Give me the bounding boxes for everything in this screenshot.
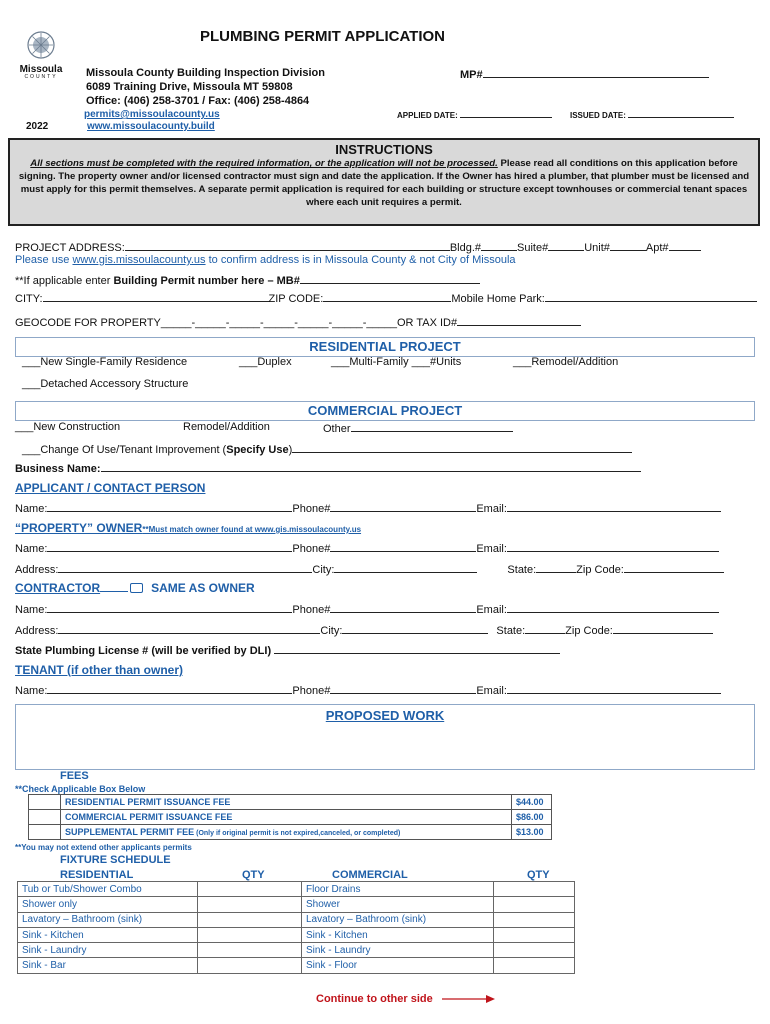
contractor-zip-input[interactable]	[613, 623, 713, 634]
commercial-section-box	[15, 401, 755, 421]
owner-state-input[interactable]	[536, 562, 576, 573]
res-multi-family[interactable]: ___Multi-Family ___#Units	[331, 356, 462, 368]
owner-address-row: Address: City: State: Zip Code:	[15, 562, 724, 576]
fixture-com-label: Lavatory – Bathroom (sink)	[302, 912, 494, 927]
mobile-home-label: Mobile Home Park:	[451, 293, 545, 305]
fixture-com-header: COMMERCIAL	[332, 869, 408, 881]
fixture-com-qty[interactable]	[494, 882, 575, 897]
unit-label: Unit#	[584, 242, 610, 254]
division-address: 6089 Training Drive, Missoula MT 59808	[86, 81, 293, 93]
fixture-res-label: Sink - Kitchen	[18, 927, 198, 942]
tax-id-input[interactable]	[457, 315, 581, 326]
contractor-address-input[interactable]	[58, 623, 320, 634]
fee-amount: $44.00	[512, 795, 552, 810]
applicant-name-input[interactable]	[47, 501, 292, 512]
fee-row-commercial	[29, 810, 552, 825]
contractor-city-input[interactable]	[342, 623, 488, 634]
division-website-link[interactable]: www.missoulacounty.build	[87, 121, 215, 132]
continue-text: Continue to other side	[316, 993, 433, 1005]
applicant-title: APPLICANT / CONTACT PERSON	[15, 481, 206, 495]
fixture-res-label: Sink - Bar	[18, 958, 198, 973]
owner-address-input[interactable]	[58, 562, 312, 573]
com-new-construction[interactable]: ___New Construction	[15, 421, 121, 433]
table-row	[18, 912, 575, 927]
license-input[interactable]	[274, 643, 560, 654]
fee-checkbox-residential[interactable]	[29, 795, 61, 810]
fixture-res-qty[interactable]	[198, 927, 302, 942]
applicant-email-input[interactable]	[507, 501, 721, 512]
contractor-title-row	[15, 581, 255, 595]
owner-city-input[interactable]	[334, 562, 477, 573]
com-other[interactable]: Other	[323, 421, 513, 435]
building-permit-row: **If applicable enter Building Permit number here – MB#	[15, 273, 480, 287]
applicant-row: Name: Phone# Email:	[15, 501, 721, 515]
apt-input[interactable]	[669, 240, 701, 251]
business-name-row	[15, 461, 641, 475]
mp-number-field[interactable]	[460, 67, 709, 81]
tenant-title: TENANT (if other than owner)	[15, 663, 183, 677]
table-row	[18, 882, 575, 897]
city-label: CITY:	[15, 293, 43, 305]
zip-input[interactable]	[323, 291, 451, 302]
continue-note	[316, 993, 496, 1005]
tenant-row: Name: Phone# Email:	[15, 683, 721, 697]
table-row	[18, 927, 575, 942]
res-new-single-family[interactable]: ___New Single-Family Residence	[22, 356, 188, 368]
county-logo	[16, 30, 66, 80]
instructions-text	[10, 157, 758, 209]
owner-name-input[interactable]	[47, 541, 292, 552]
proposed-work-title: PROPOSED WORK	[325, 708, 445, 723]
fixture-res-qty[interactable]	[198, 897, 302, 912]
fee-amount: $86.00	[512, 810, 552, 825]
instructions-body: Please read all conditions on this application before signing. The property owner and/or licensed contractor must sign and date the application. If the Owner has hired a plumber, that plumber must be licensed and must apply for this permit themselves. A separate permit application is required for each building or structure except townhouses or commercial tenant spaces where each unit requires a permit.	[18, 158, 750, 208]
project-address-label: PROJECT ADDRESS:	[15, 242, 125, 254]
unit-input[interactable]	[610, 240, 646, 251]
fee-checkbox-supplemental[interactable]	[29, 825, 61, 840]
fee-label: COMMERCIAL PERMIT ISSUANCE FEE	[61, 810, 512, 825]
mobile-home-input[interactable]	[545, 291, 757, 302]
fee-checkbox-commercial[interactable]	[29, 810, 61, 825]
contractor-address-row: Address: City: State: Zip Code:	[15, 623, 713, 637]
fixture-table	[17, 881, 575, 974]
fixture-schedule-title: FIXTURE SCHEDULE	[60, 854, 171, 866]
fee-amount: $13.00	[512, 825, 552, 840]
fixture-com-label: Shower	[302, 897, 494, 912]
project-address-row	[15, 240, 701, 254]
fixture-com-qty[interactable]	[494, 958, 575, 973]
division-phone: Office: (406) 258-3701 / Fax: (406) 258-4864	[86, 95, 310, 107]
arrow-right-icon	[442, 994, 496, 1004]
commercial-title: COMMERCIAL PROJECT	[307, 403, 463, 418]
bldg-input[interactable]	[481, 240, 517, 251]
fixture-qty-header-res: QTY	[242, 869, 265, 881]
city-input[interactable]	[43, 291, 269, 302]
fixture-res-qty[interactable]	[198, 912, 302, 927]
business-name-label: Business Name:	[15, 463, 101, 475]
suite-input[interactable]	[548, 240, 584, 251]
bldg-label: Bldg.#	[449, 242, 482, 254]
owner-row: Name: Phone# Email:	[15, 541, 719, 555]
geocode-input[interactable]: _____-_____-_____-_____-_____-_____-_____	[160, 317, 397, 329]
fees-footnote: **You may not extend other applicants permits	[15, 843, 192, 852]
res-duplex[interactable]: ___Duplex	[239, 356, 292, 368]
applied-date-label: APPLIED DATE:	[397, 111, 458, 120]
fixture-com-qty[interactable]	[494, 897, 575, 912]
res-detached-accessory[interactable]: ___Detached Accessory Structure	[22, 378, 189, 390]
proposed-work-box[interactable]	[15, 704, 755, 770]
com-change-of-use[interactable]: ___Change Of Use/Tenant Improvement (Specify Use)	[22, 442, 632, 456]
contractor-state-input[interactable]	[525, 623, 565, 634]
building-permit-label: Building Permit number here – MB#	[113, 275, 300, 287]
same-as-owner-label: SAME AS OWNER	[151, 581, 255, 595]
gis-link[interactable]: www.gis.missoulacounty.us	[72, 254, 206, 266]
fixture-res-label: Tub or Tub/Shower Combo	[18, 882, 198, 897]
fees-table	[28, 794, 552, 840]
geocode-label: GEOCODE FOR PROPERTY	[15, 317, 161, 329]
fee-label: RESIDENTIAL PERMIT ISSUANCE FEE	[61, 795, 512, 810]
fixture-com-label: Floor Drains	[302, 882, 494, 897]
fixture-qty-header-com: QTY	[527, 869, 550, 881]
fixture-com-label: Sink - Laundry	[302, 943, 494, 958]
instructions-italic: All sections must be completed with the required information, or the application will not be processed.	[30, 158, 498, 169]
logo-subtext: COUNTY	[24, 74, 58, 80]
tenant-phone-input[interactable]	[330, 683, 476, 694]
county-seal-icon	[26, 30, 56, 60]
owner-note: **Must match owner found at www.gis.missoulacounty.us	[142, 525, 362, 534]
applied-date-field[interactable]	[397, 110, 552, 120]
fees-title: FEES	[60, 770, 89, 782]
fee-row-residential	[29, 795, 552, 810]
logo-text: Missoula	[19, 64, 63, 75]
instructions-title: INSTRUCTIONS	[335, 142, 433, 157]
owner-zip-input[interactable]	[624, 562, 724, 573]
res-remodel[interactable]: ___Remodel/Addition	[513, 356, 619, 368]
owner-email-input[interactable]	[507, 541, 719, 552]
city-row	[15, 291, 757, 305]
same-as-owner-checkbox[interactable]	[130, 583, 143, 593]
fee-label: SUPPLEMENTAL PERMIT FEE (Only if original permit is not expired,canceled, or completed)	[61, 825, 512, 840]
division-email-link[interactable]: permits@missoulacounty.us	[84, 109, 220, 120]
fixture-res-label: Lavatory – Bathroom (sink)	[18, 912, 198, 927]
owner-title-row	[15, 521, 361, 535]
zip-label: ZIP CODE:	[268, 293, 324, 305]
division-name: Missoula County Building Inspection Division	[86, 67, 325, 79]
contractor-row: Name: Phone# Email:	[15, 602, 719, 616]
fixture-com-label: Sink - Floor	[302, 958, 494, 973]
table-row	[18, 897, 575, 912]
com-remodel[interactable]: Remodel/Addition	[183, 421, 270, 433]
fixture-com-qty[interactable]	[494, 912, 575, 927]
fixture-res-label: Shower only	[18, 897, 198, 912]
fees-note: **Check Applicable Box Below	[15, 784, 146, 794]
residential-section-box	[15, 337, 755, 357]
fee-row-supplemental	[29, 825, 552, 840]
mp-label: MP#	[460, 69, 483, 81]
applicant-phone-input[interactable]	[330, 501, 476, 512]
fixture-com-label: Sink - Kitchen	[302, 927, 494, 942]
suite-label: Suite#	[517, 242, 549, 254]
fixture-res-qty[interactable]	[198, 958, 302, 973]
project-address-input[interactable]	[125, 240, 450, 251]
table-row	[18, 943, 575, 958]
fixture-res-label: Sink - Laundry	[18, 943, 198, 958]
business-name-input[interactable]	[101, 461, 641, 472]
contractor-email-input[interactable]	[507, 602, 719, 613]
issued-date-field[interactable]	[570, 110, 734, 120]
owner-title: “PROPERTY” OWNER	[15, 521, 143, 535]
tax-id-label: OR TAX ID#	[396, 317, 458, 329]
building-permit-input[interactable]	[300, 273, 480, 284]
contractor-title: CONTRACTOR	[15, 581, 101, 595]
address-note: Please use www.gis.missoulacounty.us to confirm address is in Missoula County & not City of Missoula	[15, 254, 516, 266]
tenant-name-input[interactable]	[47, 683, 292, 694]
geocode-row	[15, 315, 581, 329]
apt-label: Apt#	[645, 242, 669, 254]
fixture-com-qty[interactable]	[494, 927, 575, 942]
fixture-com-qty[interactable]	[494, 943, 575, 958]
table-row	[18, 958, 575, 973]
license-row	[15, 643, 560, 657]
license-label: State Plumbing License # (will be verified by DLI)	[15, 645, 272, 657]
page-title: PLUMBING PERMIT APPLICATION	[200, 28, 445, 45]
form-year: 2022	[26, 121, 49, 132]
contractor-phone-input[interactable]	[330, 602, 476, 613]
residential-title: RESIDENTIAL PROJECT	[309, 339, 461, 354]
issued-date-label: ISSUED DATE:	[570, 111, 626, 120]
fixture-res-qty[interactable]	[198, 882, 302, 897]
fixture-res-qty[interactable]	[198, 943, 302, 958]
contractor-name-input[interactable]	[47, 602, 292, 613]
owner-phone-input[interactable]	[330, 541, 476, 552]
fixture-res-header: RESIDENTIAL	[60, 869, 134, 881]
tenant-email-input[interactable]	[507, 683, 721, 694]
instructions-box	[8, 138, 760, 226]
